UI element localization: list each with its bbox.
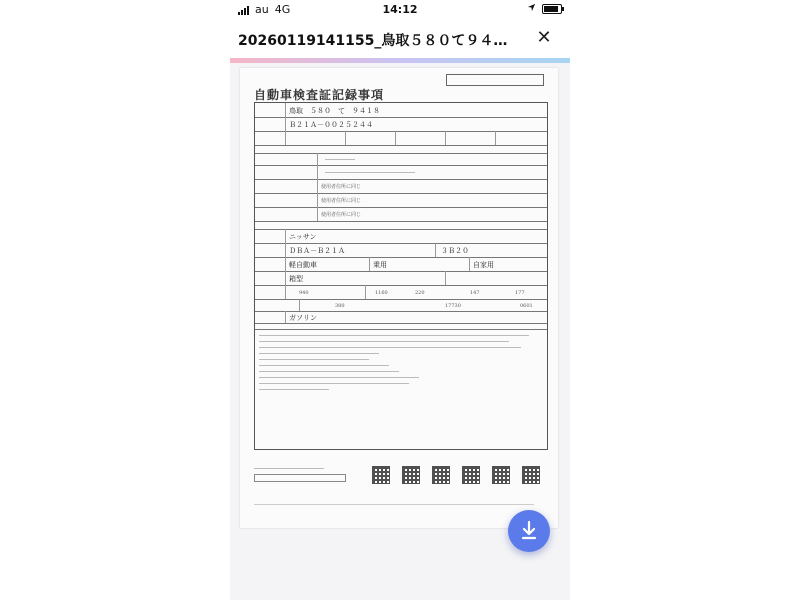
row-chassis xyxy=(255,117,547,132)
use-value: 乗用 xyxy=(373,261,387,269)
document-preview[interactable] xyxy=(240,68,558,528)
weight-5: 177 xyxy=(515,290,525,296)
engine-value-3: 0601 xyxy=(520,303,533,309)
user-name-note: 使用者住所に同じ xyxy=(321,184,362,190)
qr-code-1 xyxy=(372,466,390,484)
qr-code-2 xyxy=(402,466,420,484)
weight-2: 1160 xyxy=(375,290,388,296)
row-kind xyxy=(255,257,547,272)
document-title: 20260119141155_鳥取５８０て９４… xyxy=(238,33,508,49)
qr-code-4 xyxy=(462,466,480,484)
weight-1: 940 xyxy=(299,290,309,296)
row-owner-address xyxy=(255,165,547,180)
issue-box xyxy=(446,74,544,86)
chassis-number: Ｂ２１Ａ－００２５２４４ xyxy=(289,121,373,129)
download-button[interactable] xyxy=(508,510,550,552)
row-registration xyxy=(255,103,547,118)
engine-value-2: 17730 xyxy=(445,303,461,309)
download-icon xyxy=(519,520,539,542)
engine-value-1: 380 xyxy=(335,303,345,309)
status-time: 14:12 xyxy=(382,3,418,16)
status-bar xyxy=(230,0,570,20)
row-model xyxy=(255,243,547,258)
status-right xyxy=(527,2,562,15)
qr-code-area xyxy=(254,460,546,520)
battery-icon xyxy=(542,4,562,14)
accent-strip xyxy=(230,58,570,63)
qr-code-6 xyxy=(522,466,540,484)
location-arrow-icon xyxy=(527,2,536,15)
model-code-value: ３Ｂ２０ xyxy=(441,247,469,255)
model-value: ＤＢＡ－Ｂ２１Ａ xyxy=(289,247,345,255)
row-body xyxy=(255,271,547,286)
row-maker xyxy=(255,229,547,244)
maker-value: ニッサン xyxy=(289,233,317,241)
row-notes-header xyxy=(255,323,547,330)
row-user-address xyxy=(255,193,547,208)
row-dates xyxy=(255,131,547,146)
phone-screen xyxy=(230,0,570,600)
row-weights xyxy=(255,285,547,300)
private-business-value: 自家用 xyxy=(473,261,494,269)
qr-code-5 xyxy=(492,466,510,484)
network-label: 4G xyxy=(274,3,291,16)
base-location-note: 使用者住所に同じ xyxy=(321,212,362,218)
row-user-name xyxy=(255,179,547,194)
vehicle-kind-value: 軽自動車 xyxy=(289,261,317,269)
registration-number: 鳥取 ５８０ て ９４１８ xyxy=(289,107,380,115)
certificate-form xyxy=(254,102,548,450)
fuel-value: ガソリン xyxy=(289,314,317,322)
document-header xyxy=(230,20,570,59)
user-address-note: 使用者住所に同じ xyxy=(321,198,362,204)
certificate-title: 自動車検査証記録事項 xyxy=(254,88,385,102)
weight-3: 220 xyxy=(415,290,425,296)
body-shape-value: 箱型 xyxy=(289,275,303,283)
weight-4: 147 xyxy=(470,290,480,296)
qr-code-3 xyxy=(432,466,450,484)
close-icon[interactable]: ✕ xyxy=(536,27,552,48)
row-base-location xyxy=(255,207,547,222)
carrier-label: au xyxy=(255,3,269,16)
